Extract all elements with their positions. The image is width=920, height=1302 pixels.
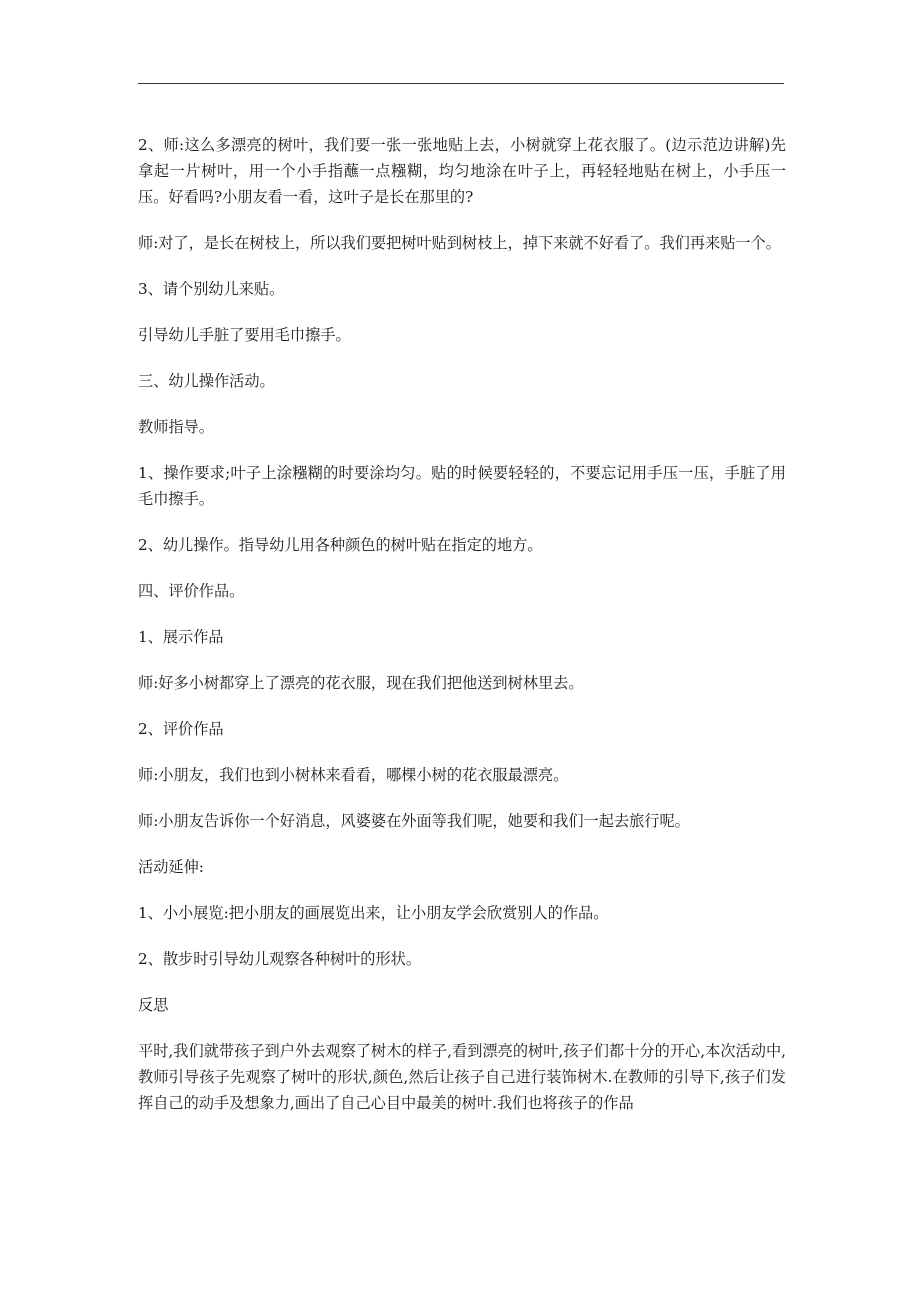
paragraph-16: 1、小小展览:把小朋友的画展览出来，让小朋友学会欣赏别人的作品。 <box>138 904 609 922</box>
paragraph-12: 2、评价作品 <box>138 720 224 738</box>
section-heading-3: 三、幼儿操作活动。 <box>138 372 275 390</box>
paragraph-10: 1、展示作品 <box>138 628 224 646</box>
reflection-paragraph: 平时,我们就带孩子到户外去观察了树木的样子,看到漂亮的树叶,孩子们都十分的开心,本次活动中,教师引导孩子先观察了树叶的形状,颜色,然后让孩子自己进行装饰树木.在教师的引导下,孩子们发挥自己的动手及想象力,画出了自己心目中最美的树叶.我们也将孩子的作品 <box>138 1042 786 1112</box>
paragraph-2: 师:对了，是长在树枝上，所以我们要把树叶贴到树枝上，掉下来就不好看了。我们再来贴一个。 <box>138 234 781 252</box>
paragraph-17: 2、散步时引导幼儿观察各种树叶的形状。 <box>138 950 422 968</box>
paragraph-13: 师:小朋友，我们也到小树林来看看，哪棵小树的花衣服最漂亮。 <box>138 766 569 784</box>
reflection-heading: 反思 <box>138 996 169 1014</box>
paragraph-4: 引导幼儿手脏了要用毛巾擦手。 <box>138 326 351 344</box>
paragraph-7: 1、操作要求;叶子上涂糨糊的时要涂均匀。贴的时候要轻轻的，不要忘记用手压一压，手脏了用毛巾擦手。 <box>138 464 786 508</box>
header-rule <box>138 83 784 84</box>
paragraph-6: 教师指导。 <box>138 418 214 436</box>
section-heading-4: 四、评价作品。 <box>138 582 245 600</box>
paragraph-8: 2、幼儿操作。指导幼儿用各种颜色的树叶贴在指定的地方。 <box>138 536 543 554</box>
activity-extension-heading: 活动延伸: <box>138 858 204 876</box>
paragraph-1: 2、师:这么多漂亮的树叶，我们要一张一张地贴上去，小树就穿上花衣服了。(边示范边讲解)先拿起一片树叶，用一个小手指蘸一点糨糊，均匀地涂在叶子上，再轻轻地贴在树上，小手压一压。好看吗?小朋友看一看，这叶子是长在那里的? <box>138 136 786 206</box>
paragraph-14: 师:小朋友告诉你一个好消息，风婆婆在外面等我们呢，她要和我们一起去旅行呢。 <box>138 812 690 830</box>
document-body <box>138 132 786 1116</box>
paragraph-11: 师:好多小树都穿上了漂亮的花衣服，现在我们把他送到树林里去。 <box>138 674 584 692</box>
paragraph-3: 3、请个别幼儿来贴。 <box>138 280 285 298</box>
